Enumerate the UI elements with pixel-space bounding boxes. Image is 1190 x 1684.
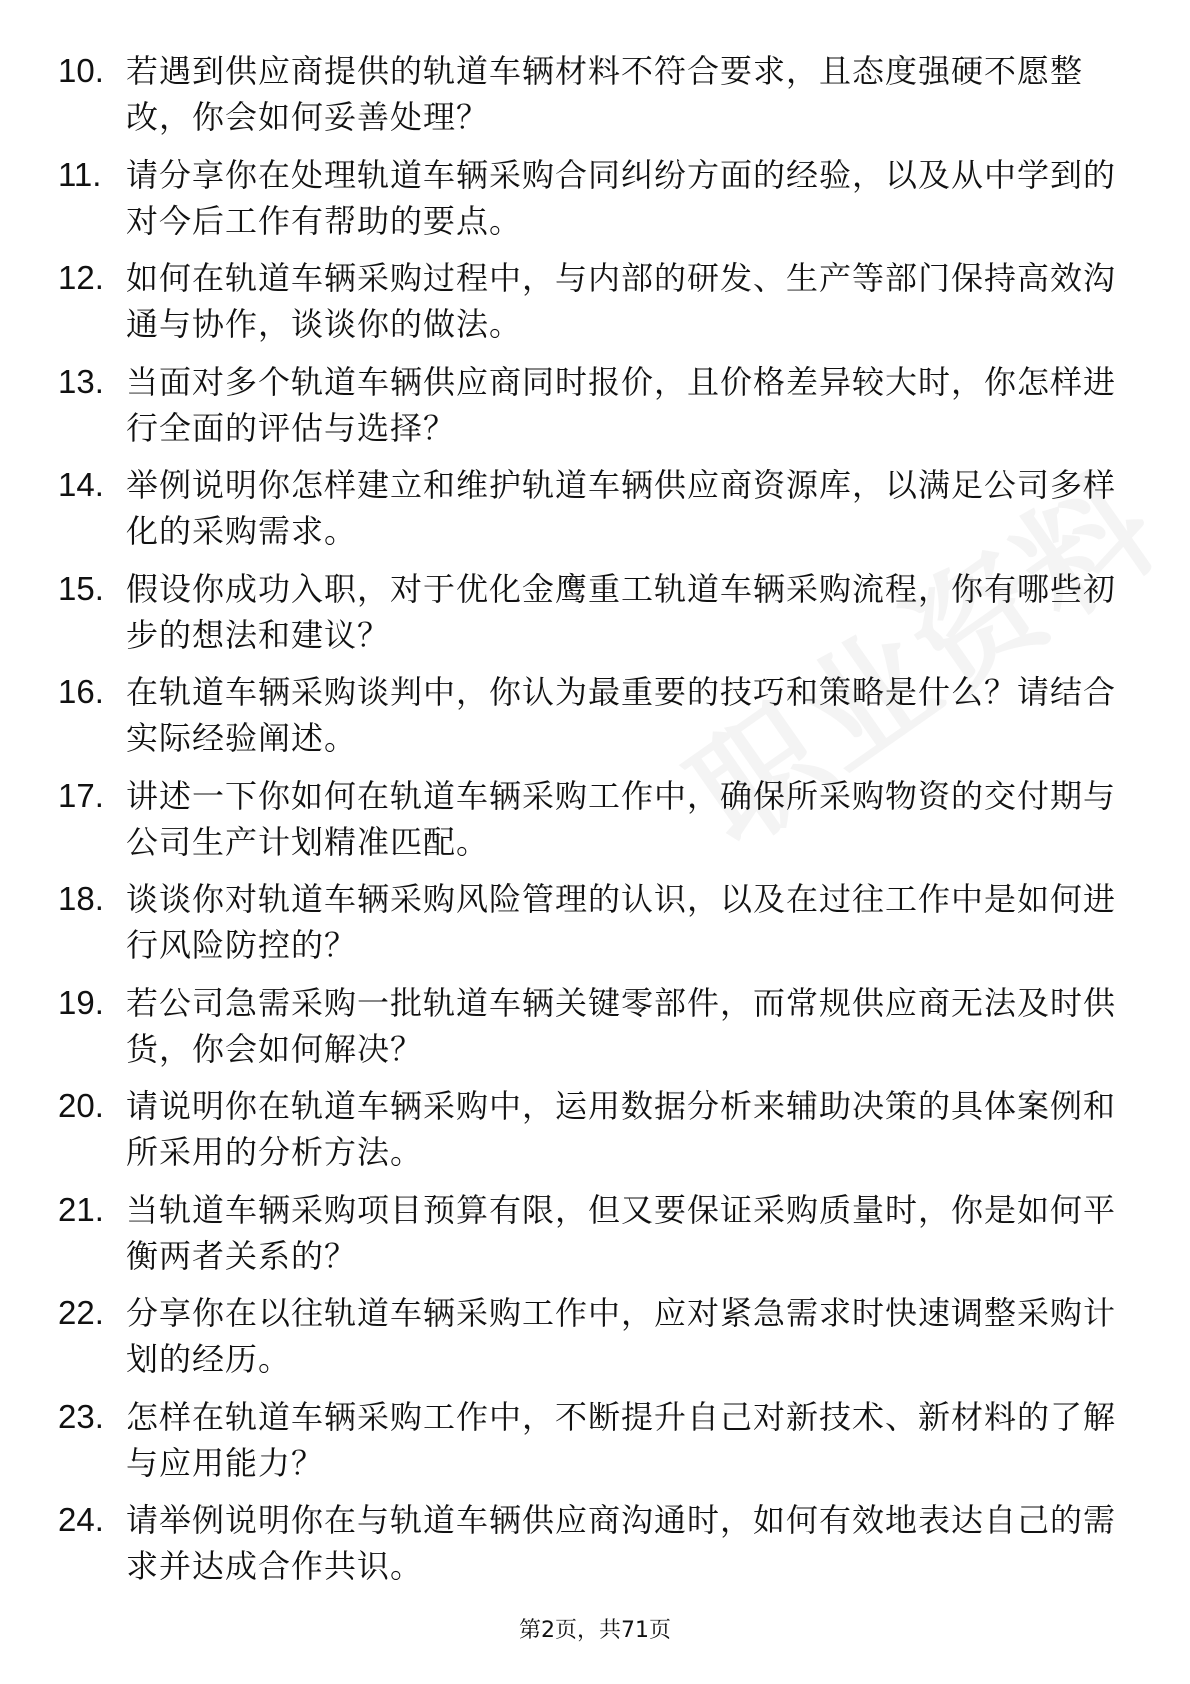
question-text: 在轨道车辆采购谈判中，你认为最重要的技巧和策略是什么？请结合实际经验阐述。: [126, 673, 1117, 757]
question-item: [58, 1394, 1128, 1498]
question-text: 分享你在以往轨道车辆采购工作中，应对紧急需求时快速调整采购计划的经历。: [126, 1294, 1117, 1378]
question-number: 16.: [58, 673, 104, 710]
question-text: 当轨道车辆采购项目预算有限，但又要保证采购质量时，你是如何平衡两者关系的？: [126, 1190, 1117, 1275]
question-text: 怎样在轨道车辆采购工作中，不断提升自己对新技术、新材料的了解与应用能力？: [126, 1397, 1117, 1482]
question-item: [58, 255, 1128, 359]
question-number: 20.: [58, 1087, 104, 1124]
question-number: 18.: [58, 880, 104, 917]
question-text: 如何在轨道车辆采购过程中，与内部的研发、生产等部门保持高效沟通与协作，谈谈你的做法。: [126, 259, 1117, 343]
question-text: 请举例说明你在与轨道车辆供应商沟通时，如何有效地表达自己的需求并达成合作共识。: [126, 1501, 1117, 1585]
question-list: [58, 48, 1128, 1601]
question-text: 讲述一下你如何在轨道车辆采购工作中，确保所采购物资的交付期与公司生产计划精准匹配。: [126, 776, 1117, 861]
question-item: [58, 1187, 1128, 1291]
question-number: 11.: [58, 155, 102, 193]
question-item: [58, 462, 1128, 566]
question-text: 请分享你在处理轨道车辆采购合同纠纷方面的经验，以及从中学到的对今后工作有帮助的要点。: [126, 155, 1117, 240]
question-item: [58, 773, 1128, 877]
question-number: 15.: [58, 569, 104, 607]
question-item: [58, 48, 1128, 152]
question-text: 当面对多个轨道车辆供应商同时报价，且价格差异较大时，你怎样进行全面的评估与选择？: [126, 362, 1117, 447]
question-text: 若遇到供应商提供的轨道车辆材料不符合要求，且态度强硬不愿整改，你会如何妥善处理？: [126, 52, 1084, 136]
question-item: [58, 566, 1128, 670]
question-item: [58, 1083, 1128, 1187]
question-text: 若公司急需采购一批轨道车辆关键零部件，而常规供应商无法及时供货，你会如何解决？: [126, 983, 1117, 1068]
question-item: [58, 876, 1128, 980]
question-number: 12.: [58, 259, 104, 296]
question-number: 22.: [58, 1294, 104, 1331]
question-number: 21.: [58, 1190, 104, 1228]
question-item: [58, 669, 1128, 773]
question-text: 假设你成功入职，对于优化金鹰重工轨道车辆采购流程，你有哪些初步的想法和建议？: [126, 569, 1117, 654]
question-text: 请说明你在轨道车辆采购中，运用数据分析来辅助决策的具体案例和所采用的分析方法。: [126, 1087, 1117, 1171]
question-text: 谈谈你对轨道车辆采购风险管理的认识，以及在过往工作中是如何进行风险防控的？: [126, 880, 1117, 964]
question-text: 举例说明你怎样建立和维护轨道车辆供应商资源库，以满足公司多样化的采购需求。: [126, 466, 1117, 550]
question-item: [58, 980, 1128, 1084]
question-number: 14.: [58, 466, 104, 503]
question-number: 23.: [58, 1397, 104, 1435]
question-number: 17.: [58, 776, 104, 814]
question-item: [58, 359, 1128, 463]
question-number: 19.: [58, 983, 104, 1021]
question-number: 10.: [58, 52, 104, 89]
page-number-footer: 第2页，共71页: [519, 1618, 671, 1643]
question-item: [58, 1497, 1128, 1601]
question-item: [58, 1290, 1128, 1394]
question-item: [58, 152, 1128, 256]
question-number: 13.: [58, 362, 104, 400]
question-number: 24.: [58, 1501, 104, 1538]
